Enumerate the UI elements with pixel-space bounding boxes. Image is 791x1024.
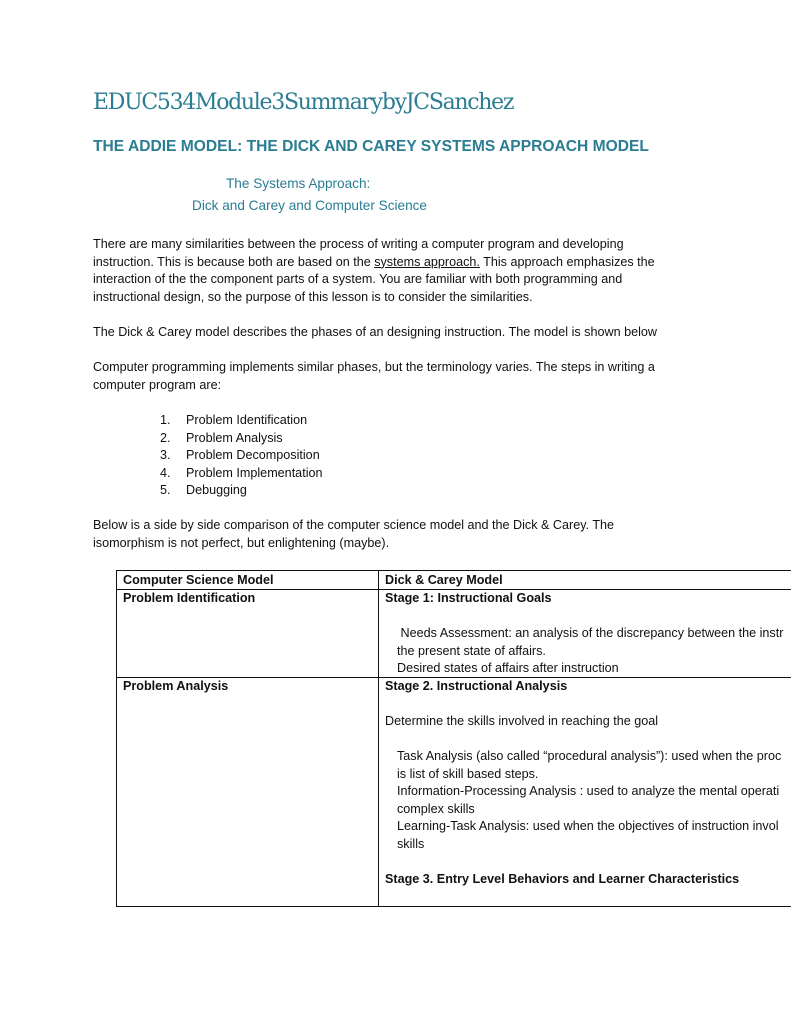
programming-paragraph [93, 359, 693, 394]
list-item [160, 482, 323, 500]
list-label: Problem Decomposition [186, 448, 320, 462]
dick-carey-line: The Dick & Carey model describes the phases of an designing instruction. The model is shown below [93, 325, 657, 339]
comparison-line: Below is a side by side comparison of the computer science model and the Dick & Carey. The [93, 518, 615, 532]
cell-line: is list of skill based steps. [397, 766, 539, 781]
table-cell-problem-analysis: Problem Analysis [123, 679, 229, 693]
subtitle-line-1: The Systems Approach: [226, 176, 371, 191]
table-header-dick-carey-model: Dick & Carey Model [385, 573, 503, 587]
stage-heading: Stage 1: Instructional Goals [385, 591, 552, 605]
comparison-paragraph [93, 517, 693, 552]
table-cell-stage1 [385, 590, 783, 678]
stage-heading: Stage 3. Entry Level Behaviors and Learner Characteristics [385, 871, 740, 886]
intro-text: This approach emphasizes the [479, 254, 655, 269]
dick-carey-paragraph [93, 324, 693, 342]
table-header-cs-model: Computer Science Model [123, 573, 274, 587]
intro-paragraph [93, 236, 693, 306]
blank-line [385, 608, 783, 626]
cell-line: Task Analysis (also called “procedural analysis”): used when the proc [397, 749, 782, 763]
list-number: 4. [160, 465, 171, 480]
list-number: 3. [160, 448, 171, 462]
section-heading: THE ADDIE MODEL: THE DICK AND CAREY SYSTEMS APPROACH MODEL [93, 138, 649, 155]
list-number: 2. [160, 430, 171, 445]
list-item [160, 412, 323, 430]
list-label: Problem Implementation [186, 465, 323, 480]
list-item [160, 447, 323, 465]
comparison-line: isomorphism is not perfect, but enlightening (maybe). [93, 535, 390, 550]
stage-heading: Stage 2. Instructional Analysis [385, 679, 568, 693]
blank-line [385, 853, 781, 871]
list-label: Problem Identification [186, 413, 308, 427]
document-title: EDUC534Module3SummarybyJCSanchez [93, 90, 514, 115]
cell-line: Desired states of affairs after instruction [397, 661, 619, 675]
table-cell-problem-identification: Problem Identification [123, 591, 256, 605]
cell-line: Information-Processing Analysis : used to analyze the mental operati [397, 784, 780, 798]
comparison-table [116, 570, 791, 907]
intro-line [93, 254, 693, 272]
table-cell-stage2 [385, 678, 781, 888]
programming-line: Computer programming implements similar phases, but the terminology varies. The steps in writing a [93, 360, 655, 374]
list-item [160, 430, 323, 448]
intro-line: There are many similarities between the process of writing a computer program and developing [93, 237, 624, 251]
list-label: Problem Analysis [186, 430, 283, 445]
systems-approach-link[interactable]: systems approach. [374, 254, 480, 269]
cell-line: the present state of affairs. [397, 643, 546, 658]
intro-text: instruction. This is because both are based on the [93, 254, 375, 269]
list-item [160, 465, 323, 483]
list-label: Debugging [186, 483, 247, 497]
intro-line: interaction of the the component parts of a system. You are familiar with both programming and [93, 272, 623, 286]
subtitle-line-2: Dick and Carey and Computer Science [192, 198, 427, 213]
list-number: 5. [160, 483, 171, 497]
table-column-divider [378, 571, 379, 906]
cell-line: Needs Assessment: an analysis of the discrepancy between the instr [397, 626, 784, 640]
blank-line [385, 731, 781, 749]
cell-line: Determine the skills involved in reaching the goal [385, 714, 659, 728]
cell-line: skills [397, 836, 425, 851]
cell-line: Learning-Task Analysis: used when the objectives of instruction invol [397, 819, 779, 833]
blank-line [385, 696, 781, 714]
programming-steps-list [160, 412, 323, 500]
list-number: 1. [160, 413, 171, 427]
intro-line: instructional design, so the purpose of this lesson is to consider the similarities. [93, 289, 533, 304]
cell-line: complex skills [397, 801, 475, 816]
programming-line: computer program are: [93, 377, 222, 392]
